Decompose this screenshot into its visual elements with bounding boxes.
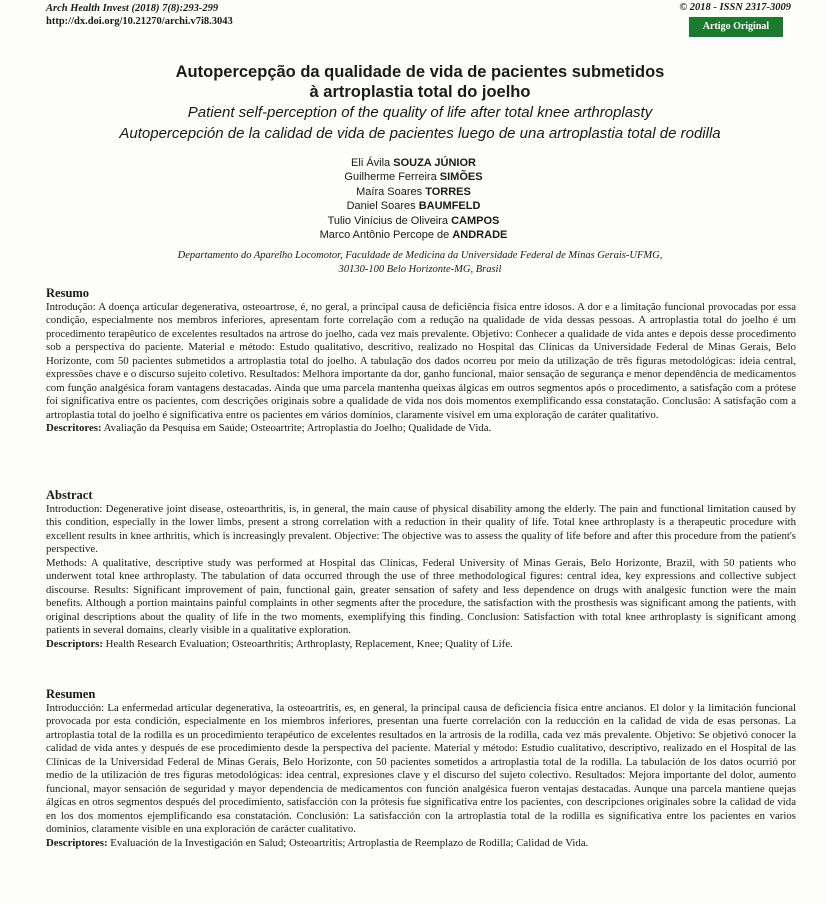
title-pt-line-2: à artroplastia total do joelho bbox=[309, 83, 531, 101]
resumo-keywords: Descritores: Avaliação da Pesquisa em Saúde; Osteoartrite; Artroplastia do Joelho; Qualidade de Vida. bbox=[46, 422, 492, 435]
resumo-heading: Resumo bbox=[46, 286, 90, 300]
resumen-section bbox=[46, 687, 796, 850]
author: Tulio Vinícius de Oliveira CAMPOS bbox=[327, 214, 500, 227]
resumen-keywords: Descriptores: Evaluación de la Investigación en Salud; Osteoartritis; Artroplastia de Reemplazo de Rodilla; Calidad de Vida. bbox=[46, 836, 589, 849]
running-header bbox=[46, 2, 233, 28]
author: Daniel Soares BAUMFELD bbox=[346, 200, 481, 213]
resumen-heading: Resumen bbox=[46, 687, 96, 701]
abstract-heading: Abstract bbox=[46, 488, 93, 502]
issn-label: © 2018 - ISSN 2317-3009 bbox=[679, 2, 791, 13]
affiliation: Departamento do Aparelho Locomotor, Faculdade de Medicina da Universidade Federal de Minas Gerais-UFMG, 30130-100 Belo Horizonte-MG, Brasil bbox=[177, 250, 663, 275]
abstract-keywords: Descriptors: Health Research Evaluation; Osteoarthritis; Arthroplasty, Replacement, Knee; Quality of Life. bbox=[46, 637, 513, 650]
resumo-section bbox=[46, 286, 796, 436]
resumen-body: Introducción: La enfermedad articular degenerativa, la osteoartritis, es, en general, la principal causa de deficiencia física entre ancianos. El dolor y la limitación funcional provocada por esta condición, especialmente en los miembros inferiores, presentan una fuerte correlación con la reducción en la calidad de vida de esas personas. La artroplastia total de la rodilla es un procedimiento terapéutico de excelentes resultados en la artrosis de la rodilla, cada vez más prevalente. Objetivo: Se objetivó conocer la calidad de vida antes y después de ese procedimiento desde la perspectiva del paciente. Material y método: Estudio cualitativo, descriptivo, realizado en el Hospital de las Clínicas de la Universidad Federal de Minas Gerais, Belo Horizonte, con 50 pacientes sometidos a artroplastia total de la rodilla. La tabulación de los datos ocurrió por medio de la utilización de tres figuras metodológicas: idea central, expresiones clave y el discurso del sujeto colectivo. Resultados: Mejora importante del dolor, aumento funcional, mayor sensación de seguridad y mayor dependencia de medicamentos con función analgésica fueron ventajas destacadas. Aunque una parcela mantiene quejas álgicas en otros segmentos después del procedimiento, satisfacción con la prótesis fue significativa entre los pacientes, con descripciones originales sobre la calidad de vida en los dos momentos ejemplificando esa constatación. Conclusión: La satisfacción con la artroplastia total de la rodilla es significativa entre los pacientes en varios dominios, claramente visible en una exploración de carácter cualitativo. bbox=[46, 702, 796, 836]
title-pt-line-1: Autopercepção da qualidade de vida de pacientes submetidos bbox=[175, 63, 665, 81]
article-type-badge: Artigo Original bbox=[689, 17, 783, 37]
journal-citation: Arch Health Invest (2018) 7(8):293-299 bbox=[46, 3, 219, 14]
title-portuguese bbox=[30, 62, 810, 102]
author: Guilherme Ferreira SIMÕES bbox=[344, 171, 483, 184]
author: Marco Antônio Percope de ANDRADE bbox=[319, 229, 508, 242]
resumo-body: Introdução: A doença articular degenerativa, osteoartrose, é, no geral, a principal causa de deficiência física entre idosos. A dor e a limitação funcional provocadas por essa condição, especialmente nos membros inferiores, apresentam forte correlação com a redução na qualidade de vida dessas pessoas. A artroplastia total do joelho é um procedimento terapêutico de excelentes resultados na artrose do joelho, cada vez mais prevalente. Objetivo: Conhecer a qualidade de vida antes e depois desse procedimento sob a perspectiva do paciente. Material e método: Estudo qualitativo, descritivo, realizado no Hospital das Clínicas da Universidade Federal de Minas Gerais, Belo Horizonte, com 50 pacientes submetidos a artroplastia total do joelho. A tabulação dos dados ocorreu por meio da utilização de três figuras metodológicas: ideia central, expressões chave e o discurso sujeito coletivo. Resultados: Melhora importante da dor, ganho funcional, maior sensação de segurança e menor dependência de medicamentos com função analgésica foram vantagens destacadas. Ainda que uma parcela mantenha queixas álgicas em outros segmentos após o procedimento, a satisfação com a prótese foi significativa entre os pacientes, com descrições originais sobre a qualidade de vida nos dois momentos exemplificando essa constatação. Conclusão: A satisfação com a artroplastia total do joelho é significativa entre os pacientes em vários domínios, claramente visível em uma exploração de caráter qualitativo. bbox=[46, 301, 796, 421]
title-block bbox=[30, 62, 810, 144]
title-spanish: Autopercepción de la calidad de vida de pacientes luego de una artroplastia total de rodilla bbox=[119, 125, 721, 142]
abstract-body-1: Introduction: Degenerative joint disease, osteoarthritis, is, in general, the main cause of physical disability among the elderly. The pain and functional limitation caused by this condition, especially in the lower limbs, present a strong correlation with a reduction in their quality of life. Total knee arthroplasty is a therapeutic procedure with excellent results in knee arthritis, which is increasingly prevalent. Objective: The objective was to assess the quality of life before and after this procedure from the patient's perspective. bbox=[46, 503, 796, 556]
abstract-section bbox=[46, 488, 796, 651]
author: Eli Ávila SOUZA JÚNIOR bbox=[351, 157, 476, 169]
doi-link[interactable]: http://dx.doi.org/10.21270/archi.v7i8.3043 bbox=[46, 16, 233, 27]
title-english: Patient self-perception of the quality of life after total knee arthroplasty bbox=[187, 104, 653, 121]
abstract-body-2: Methods: A qualitative, descriptive study was performed at Hospital das Clínicas, Federal University of Minas Gerais, Belo Horizonte, Brazil, with 50 patients who underwent total knee arthroplasty. The tabulation of data occurred through the use of three methodological figures: central idea, key expressions and collective subject discourse. Results: Significant improvement of pain, functional gain, greater sensation of safety and less dependence on drugs with analgesic function were the main benefits. Although a portion maintains painful complaints in other segments after the procedure, the satisfaction with the prosthesis was significant among the patients, with original descriptions about the quality of life in the two moments, exemplifying this finding. Conclusion: Satisfaction with total knee arthroplasty is significant among patients in several domains, clearly visible in a qualitative exploration. bbox=[46, 556, 796, 637]
author: Maíra Soares TORRES bbox=[356, 185, 471, 198]
author-list bbox=[0, 156, 827, 242]
